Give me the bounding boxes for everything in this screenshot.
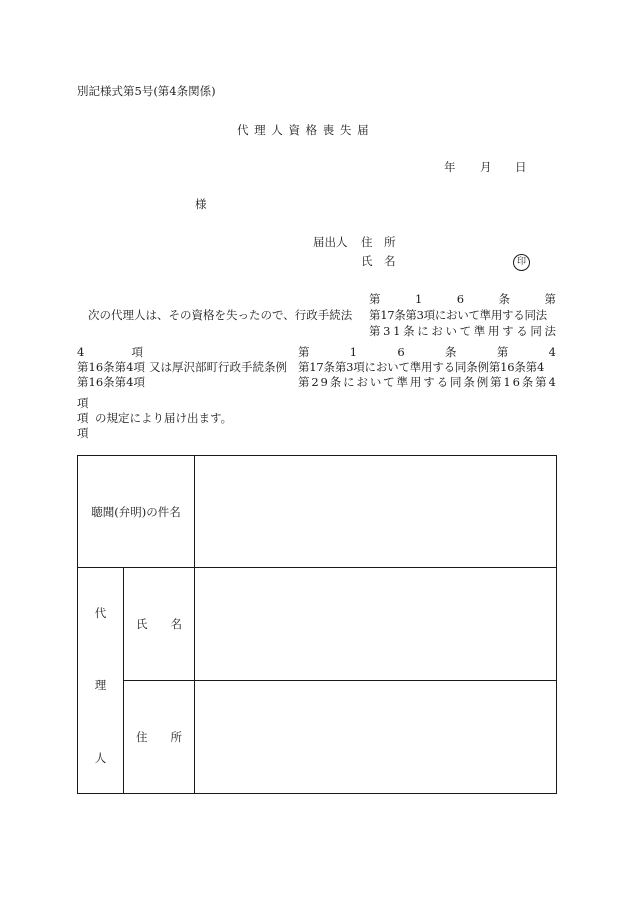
agent-address-label: 住 所 <box>136 730 182 744</box>
agent-char-1: 代 <box>94 606 107 620</box>
agent-address-label-cell <box>124 681 195 794</box>
body-line-1b: 第17条第3項において準用する同法 <box>369 308 547 322</box>
body-line-2c-right: 第 2 9 条 に お い て 準 用 す る 同 条 例 第 1 6 条 第 4 <box>298 375 556 389</box>
body-line-1c: 第 3 1 条 に お い て 準 用 す る 同 法 <box>369 324 556 338</box>
body-line-2a-right: 第 1 6 条 第 4 <box>298 345 556 359</box>
date-day-label: 日 <box>515 160 527 174</box>
agent-char-2: 理 <box>94 678 107 692</box>
agent-name-row <box>78 568 557 681</box>
agent-name-label: 氏 名 <box>136 617 182 631</box>
form-reference: 別記様式第5号(第4条関係) <box>77 84 216 98</box>
body-line-2b-mid: 又は厚沢部町行政手続条例 <box>149 360 287 374</box>
applicant-label: 届出人 <box>313 235 348 249</box>
agent-char-3: 人 <box>94 751 107 765</box>
agent-info-table <box>77 455 557 794</box>
agent-name-label-cell <box>124 568 195 681</box>
date-month-label: 月 <box>480 160 492 174</box>
body-line-2a-left: 4 項 <box>77 345 143 359</box>
body-line-3c: 項 <box>77 426 89 440</box>
date-year-label: 年 <box>444 160 456 174</box>
applicant-name-label: 氏 名 <box>361 254 396 268</box>
body-line-1a: 第 1 6 条 第 <box>369 292 556 306</box>
body-line-2b-left: 第16条第4項 <box>77 360 145 374</box>
body-line-3-tail: の規定により届け出ます。 <box>95 411 233 425</box>
agent-label-cell <box>78 568 124 794</box>
subject-value-cell[interactable] <box>195 456 557 568</box>
subject-row <box>78 456 557 568</box>
body-line-1-left: 次の代理人は、その資格を失ったので、行政手続法 <box>88 308 353 322</box>
subject-label: 聴聞(弁明)の件名 <box>91 504 181 519</box>
agent-name-value-cell[interactable] <box>195 568 557 681</box>
body-line-3b: 項 <box>77 411 89 425</box>
agent-address-row <box>78 681 557 794</box>
document-title: 代 理 人 資 格 喪 失 届 <box>237 123 370 137</box>
subject-label-cell <box>78 456 195 568</box>
applicant-address-label: 住 所 <box>361 235 396 249</box>
addressee-suffix: 様 <box>195 197 207 211</box>
seal-mark: 印 <box>513 254 530 271</box>
agent-address-value-cell[interactable] <box>195 681 557 794</box>
body-line-2b-right: 第17条第3項において準用する同条例第16条第4 <box>298 360 545 374</box>
body-line-2c-left: 第16条第4項 <box>77 375 145 389</box>
body-line-3a: 項 <box>77 396 89 410</box>
